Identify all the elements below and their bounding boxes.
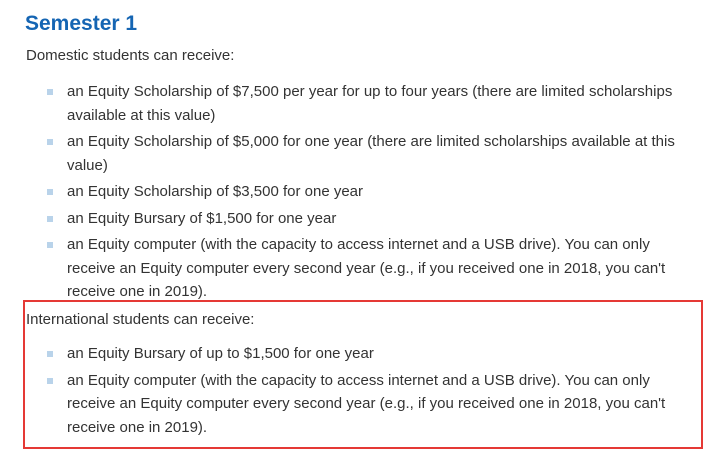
bullet-square-icon [47,216,53,222]
international-benefits-list [0,342,720,442]
list-item [0,130,720,177]
list-item [0,342,720,366]
list-item-text: an Equity Scholarship of $7,500 per year for up to four years (there are limited scholarships available at this value) [67,83,673,124]
list-item-text: an Equity Bursary of up to $1,500 for one year [67,345,374,362]
bullet-square-icon [47,351,53,357]
list-item-text: an Equity computer (with the capacity to access internet and a USB drive). You can only receive an Equity computer every second year (e.g., if you received one in 2018, you can't receive one in 2019). [67,236,666,300]
list-item-text: an Equity computer (with the capacity to access internet and a USB drive). You can only receive an Equity computer every second year (e.g., if you received one in 2018, you can't receive one in 2019). [67,371,666,436]
bullet-square-icon [47,89,53,95]
domestic-intro: Domestic students can receive: [26,47,235,64]
list-item-text: an Equity Scholarship of $5,000 for one year (there are limited scholarships available at this value) [67,133,675,174]
list-item-text: an Equity Scholarship of $3,500 for one year [67,183,364,200]
bullet-square-icon [47,189,53,195]
bullet-square-icon [47,378,53,384]
list-item [0,180,720,204]
list-item [0,369,720,440]
list-item [0,207,720,231]
bullet-square-icon [47,139,53,145]
international-intro: International students can receive: [26,311,255,328]
bullet-square-icon [47,242,53,248]
list-item-text: an Equity Bursary of $1,500 for one year [67,209,337,227]
list-item [0,80,720,127]
domestic-benefits-list [0,80,720,307]
list-item [0,233,720,304]
section-heading: Semester 1 [25,12,138,35]
